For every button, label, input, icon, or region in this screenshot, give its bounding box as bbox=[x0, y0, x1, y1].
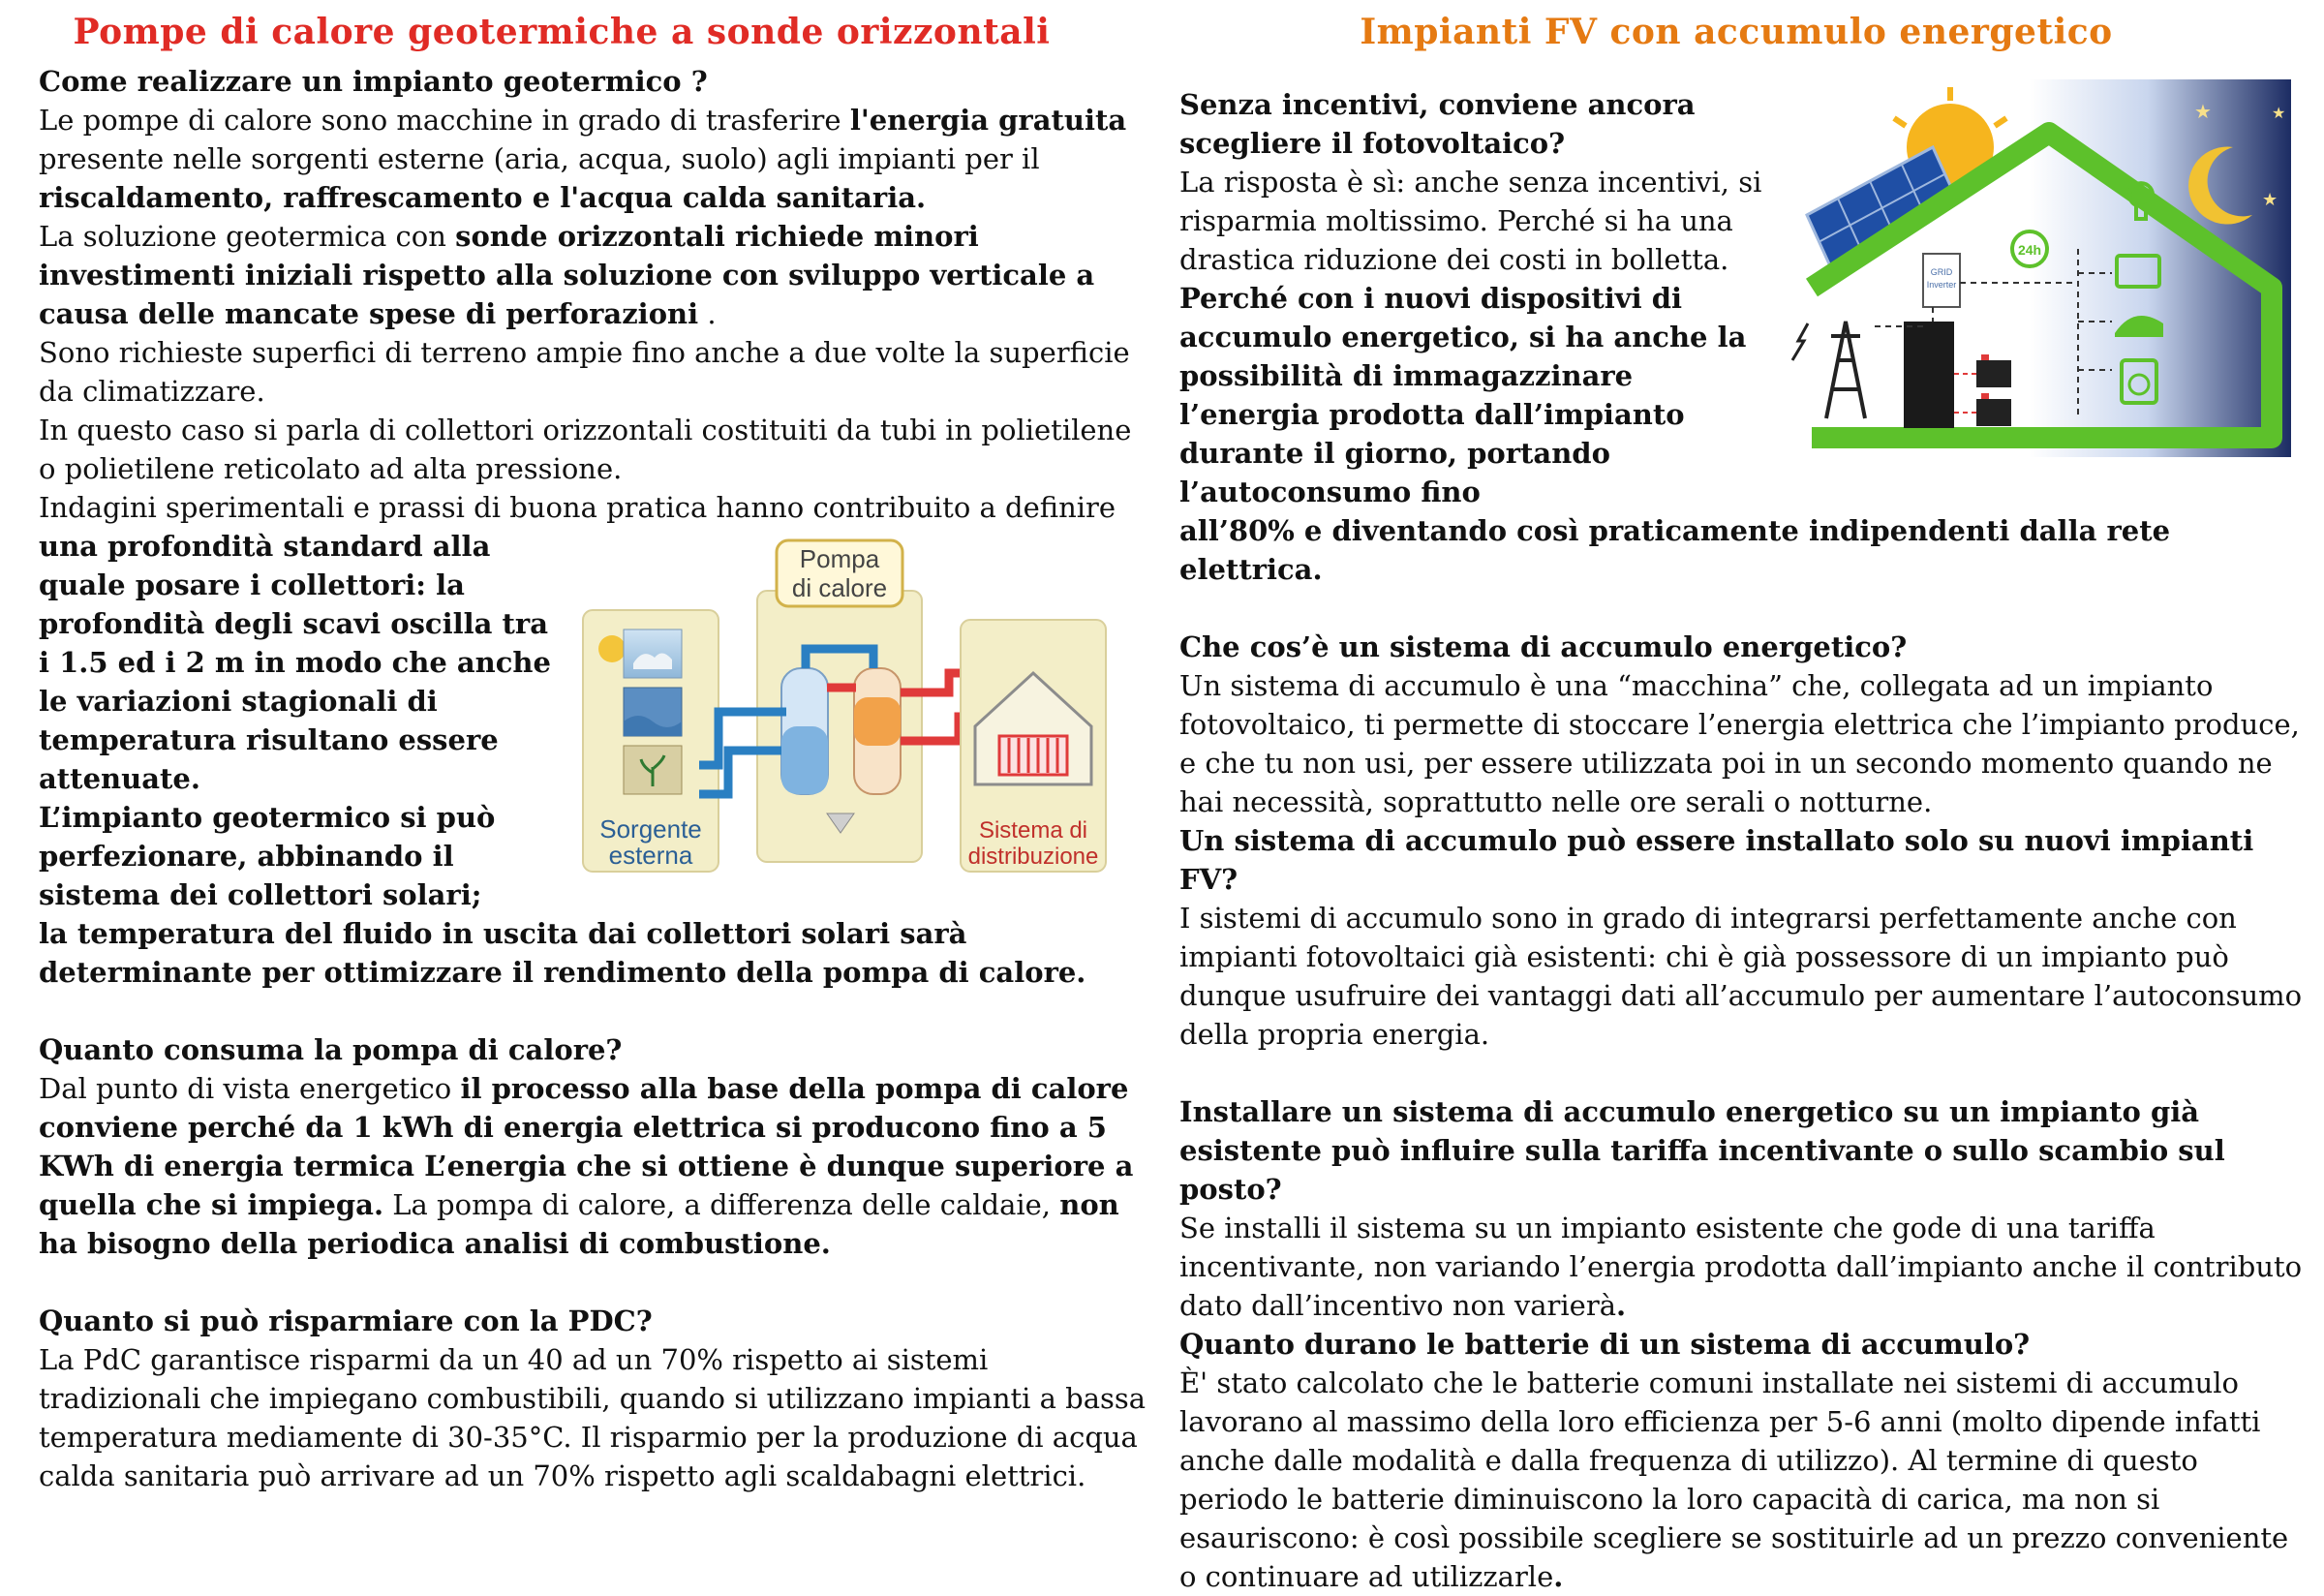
right-section-2-subheading: Un sistema di accumulo può essere installato solo su nuovi impianti FV? bbox=[1179, 824, 2254, 896]
right-s1-paragraph-3: all’80% e diventando così praticamente indipendenti dalla rete elettrica. bbox=[1179, 514, 2171, 586]
solar-house-illustration bbox=[1788, 79, 2291, 461]
left-s1-paragraph-2: La soluzione geotermica con sonde orizzontali richiede minori investimenti iniziali rispetto alla soluzione con sviluppo verticale a causa delle mancate spese di perforazioni . bbox=[39, 220, 1095, 330]
right-section-2-heading: Che cos’è un sistema di accumulo energetico? bbox=[1179, 630, 1908, 663]
right-s1-paragraph-1: La risposta è sì: anche senza incentivi, si risparmia moltissimo. Perché si ha una drastica riduzione dei costi in bolletta. bbox=[1179, 166, 1762, 276]
left-s1-paragraph-4: In questo caso si parla di collettori orizzontali costituiti da tubi in polietilene o polietilene reticolato ad alta pressione. bbox=[39, 414, 1132, 485]
right-section-3-heading: Installare un sistema di accumulo energetico su un impianto già esistente può influire sulla tariffa incentivante o sullo scambio sul posto? bbox=[1179, 1095, 2225, 1206]
right-s1-paragraph-2: Perché con i nuovi dispositivi di accumulo energetico, si ha anche la possibilità di immagazzinare l’energia prodotta dall’impianto durante il giorno, portando l’autoconsumo fino bbox=[1179, 282, 1747, 508]
svg-text:★: ★ bbox=[2194, 100, 2212, 123]
power-pylon-icon bbox=[1826, 322, 1865, 418]
sun-icon bbox=[598, 635, 626, 662]
right-s2-paragraph-2: I sistemi di accumulo sono in grado di integrarsi perfettamente anche con impianti fotovoltaici già esistenti: chi è già possessore di un impianto può dunque usufruire dei vantaggi dati all’accumulo per aumentare l’autoconsumo della propria energia. bbox=[1179, 902, 2303, 1051]
svg-text:esterna: esterna bbox=[608, 841, 693, 870]
svg-text:24h: 24h bbox=[2017, 242, 2042, 258]
left-column bbox=[39, 0, 1152, 1495]
right-section-1-heading: Senza incentivi, conviene ancora scegliere il fotovoltaico? bbox=[1179, 88, 1696, 160]
left-s1-paragraph-8: la temperatura del fluido in uscita dai collettori solari sarà determinante per ottimizzare il rendimento della pompa di calore. bbox=[39, 917, 1086, 989]
battery-cabinet-icon bbox=[1904, 322, 1954, 428]
left-s1-paragraph-5: Indagini sperimentali e prassi di buona pratica hanno contribuito a definire bbox=[39, 491, 1116, 524]
left-section-3-heading: Quanto si può risparmiare con la PDC? bbox=[39, 1304, 653, 1337]
svg-text:GRID: GRID bbox=[1930, 267, 1953, 277]
left-s1-paragraph-7: L’impianto geotermico si può perfezionare, abbinando il sistema dei collettori solari; bbox=[39, 801, 496, 911]
right-s2-paragraph-1: Un sistema di accumulo è una “macchina” che, collegata ad un impianto fotovoltaico, ti permette di stoccare l’energia elettrica che l’impianto produce, e che tu non usi, per essere utilizzata poi in un secondo momento quando ne hai necessità, soprattutto nelle ore serali o notturne. bbox=[1179, 669, 2300, 818]
left-s1-paragraph-1: Le pompe di calore sono macchine in grado di trasferire l'energia gratuita presente nelle sorgenti esterne (aria, acqua, suolo) agli impianti per il riscaldamento, raffrescamento e l'acqua calda sanitaria. bbox=[39, 104, 1127, 214]
right-s3-paragraph-1: Se installi il sistema su un impianto esistente che gode di una tariffa incentivante, non variando l’energia prodotta dall’impianto anche il contributo dato dall’incentivo non varierà. bbox=[1179, 1212, 2303, 1322]
fv-intro-block bbox=[1179, 85, 2303, 511]
left-s1-paragraph-3: Sono richieste superfici di terreno ampie fino anche a due volte la superficie da climatizzare. bbox=[39, 336, 1130, 408]
left-s2-paragraph-1: Dal punto di vista energetico il processo alla base della pompa di calore conviene perché da 1 kWh di energia elettrica si producono fino a 5 KWh di energia termica L’energia che si ottiene è dunque superiore a quella che si impiega. La pompa di calore, a differenza delle caldaie, non ha bisogno della periodica analisi di combustione. bbox=[39, 1072, 1134, 1260]
left-title: Pompe di calore geotermiche a sonde orizzontali bbox=[73, 12, 1051, 52]
svg-text:★: ★ bbox=[2262, 190, 2278, 210]
distribution-label: Sistema di bbox=[978, 817, 1088, 844]
right-s3-paragraph-2: È' stato calcolato che le batterie comuni installate nei sistemi di accumulo lavorano al massimo della loro efficienza per 5-6 anni (molto dipende infatti anche dalle modalità e dalla frequenza di utilizzo). Al termine di questo periodo le batterie diminuiscono la loro capacità di carica, ma non si esauriscono: è così possibile scegliere se sostituirle ad un prezzo conveniente o continuare ad utilizzarle. bbox=[1179, 1366, 2289, 1593]
right-section-3-subheading: Quanto durano le batterie di un sistema di accumulo? bbox=[1179, 1328, 2031, 1361]
right-title: Impianti FV con accumulo energetico bbox=[1360, 12, 2113, 52]
pump-label: Pompa bbox=[799, 544, 880, 573]
left-s1-paragraph-6: una profondità standard alla quale posare i collettori: la profondità degli scavi oscilla tra i 1.5 ed i 2 m in modo che anche le variazioni stagionali di temperatura risultano essere attenuate. bbox=[39, 530, 551, 795]
source-label: Sorgente bbox=[599, 814, 702, 844]
svg-text:di calore: di calore bbox=[791, 573, 888, 602]
svg-text:★: ★ bbox=[2272, 104, 2286, 122]
svg-text:Inverter: Inverter bbox=[1926, 280, 1957, 290]
left-section-2-heading: Quanto consuma la pompa di calore? bbox=[39, 1033, 623, 1066]
heat-pump-diagram bbox=[562, 527, 1116, 895]
right-column bbox=[1179, 0, 2303, 1596]
svg-text:distribuzione: distribuzione bbox=[967, 844, 1099, 870]
left-section-1-heading: Come realizzare un impianto geotermico ? bbox=[39, 65, 708, 98]
depth-and-figure-block bbox=[39, 527, 1152, 914]
left-s3-paragraph-1: La PdC garantisce risparmi da un 40 ad un 70% rispetto ai sistemi tradizionali che impiegano combustibili, quando si utilizzano impianti a bassa temperatura mediamente di 30-35°C. Il risparmio per la produzione di acqua calda sanitaria può arrivare ad un 70% rispetto agli scaldabagni elettrici. bbox=[39, 1343, 1147, 1492]
